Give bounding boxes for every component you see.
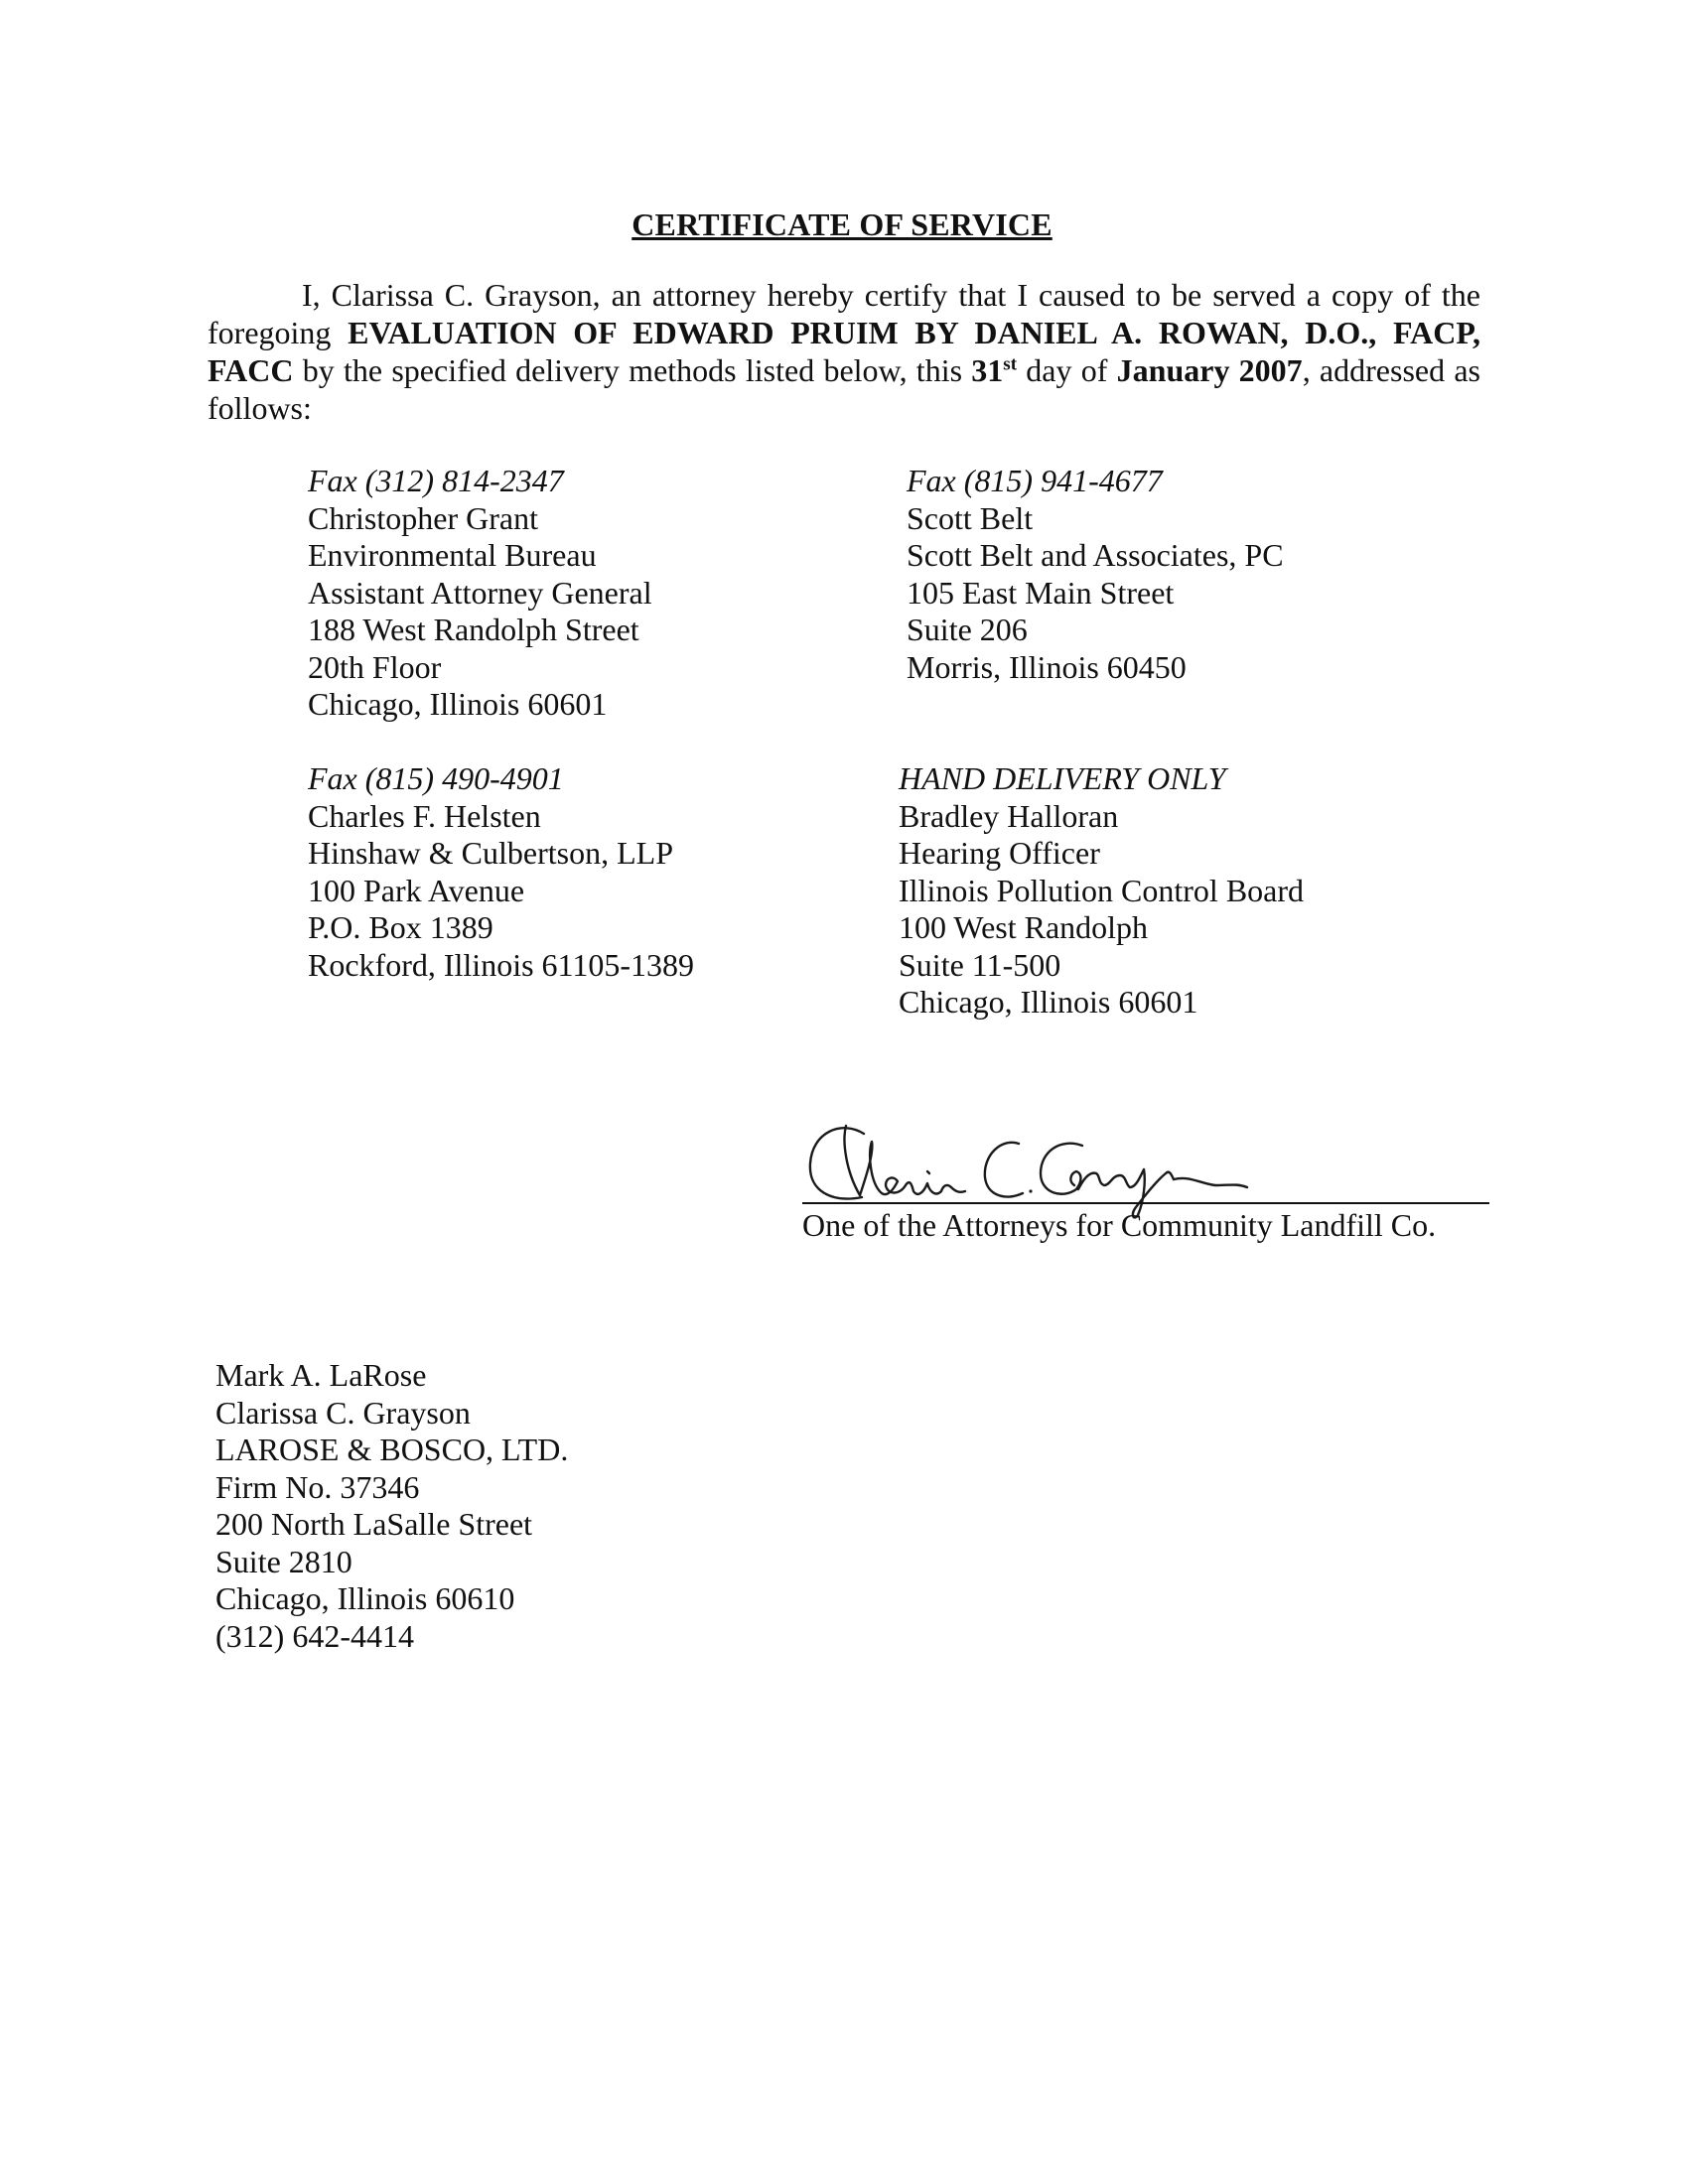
delivery-method: Fax (815) 490-4901 [308,760,564,796]
recipient-name: Charles F. Helsten [308,797,541,834]
handwritten-signature [802,1112,1319,1221]
recipient-block [308,760,694,984]
address-line: 100 Park Avenue [308,872,525,908]
recipient-name: Scott Belt [907,499,1034,536]
address-line: Morris, Illinois 60450 [907,648,1187,685]
address-line: 188 West Randolph Street [308,612,639,647]
counsel-line: (312) 642-4414 [215,1617,414,1654]
address-line: 20th Floor [308,648,442,685]
address-line: Chicago, Illinois 60601 [899,984,1198,1020]
address-line: Assistant Attorney General [308,574,652,611]
counsel-line: Chicago, Illinois 60610 [215,1580,515,1616]
intro-text-3: day of [1017,352,1117,388]
counsel-line: Mark A. LaRose [215,1357,427,1393]
page-title: CERTIFICATE OF SERVICE [632,206,1052,242]
recipient-block [907,463,1284,686]
address-line: Chicago, Illinois 60601 [308,686,608,722]
recipient-name: Bradley Halloran [899,797,1119,834]
service-month-year: January 2007 [1116,352,1303,388]
counsel-block [215,1357,568,1655]
recipient-name: Christopher Grant [308,499,538,536]
signature-line [802,1202,1489,1204]
counsel-line: LAROSE & BOSCO, LTD. [215,1432,569,1467]
address-line: Hinshaw & Culbertson, LLP [308,835,673,871]
service-day [971,352,1017,388]
address-line: Environmental Bureau [308,537,597,573]
address-line: Rockford, Illinois 61105-1389 [308,946,694,983]
document-title: EVALUATION OF EDWARD PRUIM BY DANIEL A. ROWAN, D.O., FACP, FACC [208,315,1481,388]
intro-text-4: , addressed as follows: [208,352,1481,426]
counsel-line: 200 North LaSalle Street [215,1506,533,1542]
service-day-number: 31 [971,352,1004,388]
address-line: Hearing Officer [899,835,1100,871]
address-line: Scott Belt and Associates, PC [907,537,1284,573]
address-line: Suite 11-500 [899,946,1061,983]
intro-text-1: I, Clarissa C. Grayson, an attorney hereby certify that I caused to be served a copy of the foregoing [208,277,1480,350]
signature-area [802,1112,1497,1251]
service-day-suffix: st [1003,353,1018,375]
address-line: 105 East Main Street [907,574,1175,611]
certification-paragraph [208,276,1480,427]
recipient-block [308,463,652,724]
address-line: Suite 206 [907,612,1028,647]
counsel-line: Clarissa C. Grayson [215,1394,471,1431]
delivery-method: HAND DELIVERY ONLY [899,760,1226,796]
delivery-method: Fax (815) 941-4677 [907,463,1163,498]
counsel-line: Firm No. 37346 [215,1468,420,1505]
delivery-method: Fax (312) 814-2347 [308,463,564,498]
address-line: P.O. Box 1389 [308,909,493,945]
counsel-line: Suite 2810 [215,1543,352,1579]
intro-text-2: by the specified delivery methods listed below, this [293,352,972,388]
address-line: Illinois Pollution Control Board [899,872,1305,908]
signature-caption: One of the Attorneys for Community Landfill Co. [802,1207,1437,1243]
recipient-block [899,760,1304,1022]
address-line: 100 West Randolph [899,909,1149,945]
